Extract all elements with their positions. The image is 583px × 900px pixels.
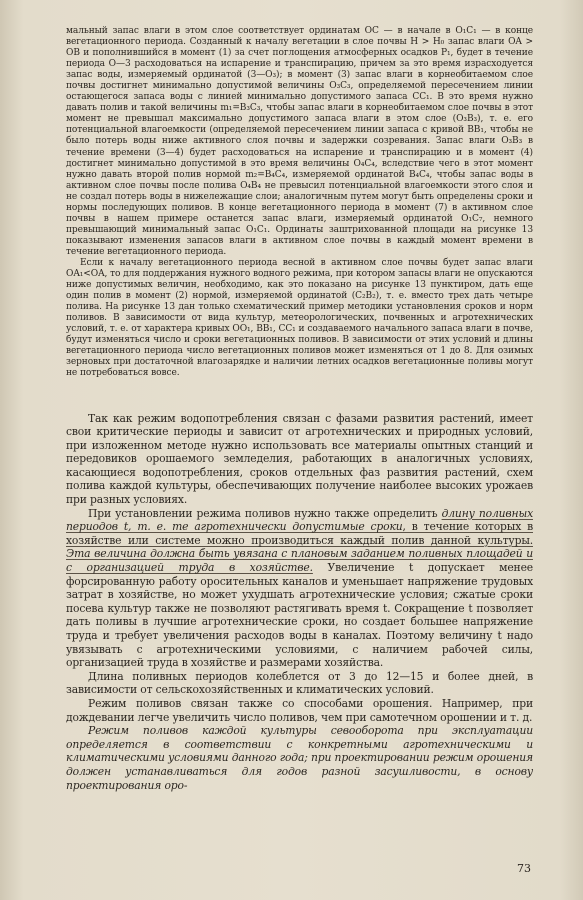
section-gap [66,380,533,412]
paragraph-crop-rotation: Режим поливов каждой культуры севооборота при эксплуатации определяется в соответствии с конкретными агротехническими и климатическими условиями данного года; при проектировании режим орошения должен устанавливаться для годов разной засушливости, в основу проектирования оро- [66,724,533,792]
small-print-block [66,26,533,380]
underlined-phrase: , в течение которых в хозяйстве или системе можно производиться каждый полив данной культуры. [66,520,533,547]
paragraph-irrigation-periods [66,507,533,670]
paragraph-water-consumption: Так как режим водопотребления связан с фазами развития растений, имеет свои критические периоды и зависит от агротехнических и природных условий, при изложенном методе нужно использовать все материалы опытных станций и передовиков орошаемого земледелия, работающих в аналогичных условиях, касающиеся водопотребления, сроков отдельных фаз развития растений, схем полива каждой культуры, обеспечивающих получение наиболее высоких урожаев при разных условиях. [66,411,533,507]
underlined-phrase: длину поливных периодов t, т. е. те агротехнически допустимые сроки [66,506,533,534]
page-number: 73 [517,862,531,875]
paragraph-text: Увеличение t допускает менее форсированную работу оросительных каналов и уменьшает напряжение трудовых затрат в хозяйстве, но может ухудшать агротехнические условия; сжатые сроки посева культур также не позволяют растягивать время t. Сокращение t позволяет дать поливы в лучшие агротехнические сроки, но создает большее напряжение труда и требует увеличения расходов воды в каналах. Поэтому величину t надо увязывать с агротехническими условиями, с наличием рабочей силы, организацией труда в хозяйстве и размерами хозяйства. [66,561,533,670]
small-paragraph: мальный запас влаги в этом слое соответствует ординатам OC — в начале в O₁C₁ — в конце вегетационного периода. Созданный к началу вегетации в слое почвы H > H₀ запас влаги OA > OB и пополнившийся в момент (1) за счет поглощения атмосферных осадков P₁, будет в течение периода O—3 расходоваться на испарение и транспирацию, причем за это время израсходуется запас воды, измеряемый ординатой (3—O₃); в момент (3) запас влаги в корнеобитаемом слое почвы достигнет минимально допустимой величины O₃C₃, определяемой пересечением линии остающегося запаса воды с линией минимально допустимого запаса CC₁. В это время нужно давать полив и такой величины m₁=B₃C₃, чтобы запас влаги в корнеобитаемом слое почвы в этот момент не превышал максимально допустимого запаса влаги в этом слое (O₃B₃), т. е. его потенциальной влагоемкости (определяемой пересечением линии запаса с кривой BB₁, чтобы не было потерь воды ниже активного слоя почвы и задержки созревания. Запас влаги O₃B₃ в течение времени (3—4) будет расходоваться на испарение и транспирацию и в момент (4) достигнет минимально допустимой в это время величины O₄C₄, вследствие чего в этот момент нужно давать второй полив нормой m₂=B₄C₄, измеряемой ординатой B₄C₄, чтобы запас воды в активном слое почвы после полива O₄B₄ не превысил потенциальной влагоемкости этого слоя и не создал потерь воды в нижележащие слои; аналогичным путем могут быть определены сроки и нормы последующих поливов. В конце вегетационного периода в момент (7) в активном слое почвы в нашем примере останется запас влаги, измеряемый ординатой O₁C₇, немного превышающий минимальный запас O₁C₁. Ординаты заштрихованной площади на рисунке 13 показывают изменения запасов влаги в активном слое почвы в каждый момент времени в течение вегетационного периода. [66,26,533,257]
paragraph-period-length: Длина поливных периодов колеблется от 3 до 12—15 и более дней, в зависимости от сельскохозяйственных и климатических условий. [66,669,533,697]
paragraph-irrigation-methods: Режим поливов связан также со способами орошения. Например, при дождевании легче увеличить число поливов, чем при самотечном орошении и т. д. [66,696,533,724]
main-text-block [66,412,533,793]
small-paragraph: Если к началу вегетационного периода весной в активном слое почвы будет запас влаги OA₁<OA, то для поддержания нужного водного режима, при котором запасы влаги не опускаются ниже допустимых величин, необходимо, как это показано на рисунке 13 пунктиром, дать еще один полив в момент (2) нормой, измеряемой ординатой (C₂B₂), т. е. вместо трех дать четыре полива. На рисунке 13 дан только схематический пример методики установления сроков и норм поливов. В зависимости от вида культур, метеорологических, почвенных и агротехнических условий, т. е. от характера кривых OO₁, BB₁, CC₁ и создаваемого начального запаса влаги в почве, будут изменяться число и сроки вегетационных поливов. В зависимости от этих условий и длины вегетационного периода число вегетационных поливов может изменяться от 1 до 8. Для озимых зерновых при достаточной влагозарядке и наличии летних осадков вегетационные поливы могут не потребоваться вовсе. [66,257,533,379]
underlined-phrase: Эта величина должна быть увязана с плановым заданием поливных площадей и с организацией труда в хозяйстве. [66,547,533,575]
paragraph-text: При установлении режима поливов нужно также определить [88,506,442,520]
